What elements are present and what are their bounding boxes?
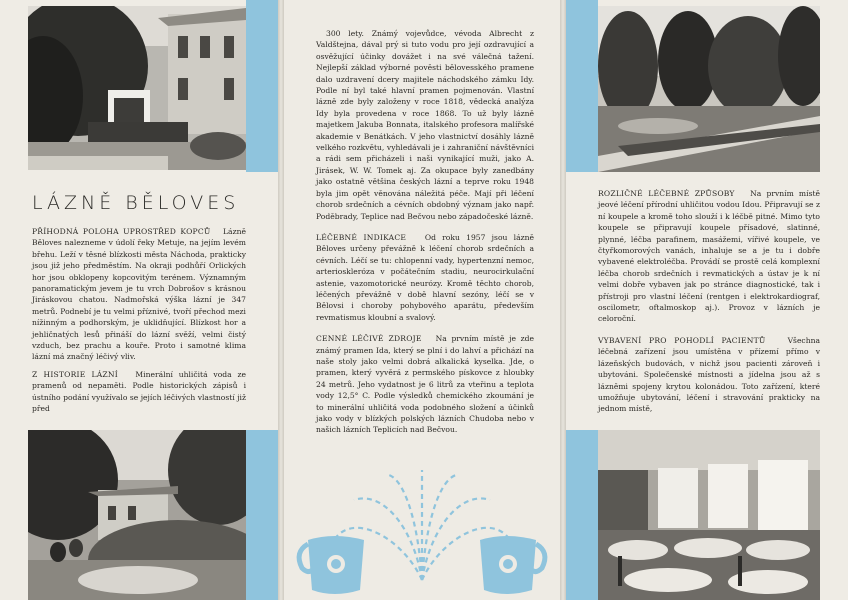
blue-band-bottom-right (566, 430, 598, 600)
section-body-history: Minerální uhličitá voda ze pramenů od nepaměti. Podle historických zápisů i ústního podání využívalo se jejích léčivých vlastností již před (32, 369, 246, 414)
brochure-title: LÁZNĚ BĚLOVES (32, 192, 240, 214)
spa-garden-illustration (598, 6, 820, 172)
section-heading-comfort: VYBAVENÍ PRO POHODLÍ PACIENTŮ (598, 335, 766, 345)
section-body-comfort: Všechna léčebná zařízení jsou umístěna v přízemí přímo v lázeňských budovách, v nichž jsou pacienti zároveň i ubytováni. Společenské místnosti a jídelna jsou až s lázněmi spojeny krytou kolonádou. Toto zařízení, které umožňuje ubytování, léčení i stravování prakticky na jednom místě, (598, 335, 820, 414)
section-heading-indications: LÉČEBNÉ INDIKACE (316, 232, 407, 242)
section-body-sources: Na prvním místě je zde známý pramen Ida, který se plní i do lahví a přichází na naše stoly jako velmi dobrá alkalická kyselka. Jde, o pramen, který vyvěrá z permského pískovce z hloubky 24 metrů. Jeho vydatnost je 6 litrů za vteřinu a teplota vody 12,5° C. Podle výsledků chemického zkoumání je to minerální uhličitá voda podobného složení a účinků jako vody v blízkých polských lázních Chudoba nebo v našich lázních Teplicích nad Bečvou. (316, 334, 534, 435)
spa-garden-photo (598, 6, 820, 172)
section-heading-methods: ROZLIČNÉ LÉČEBNÉ ZPŮSOBY (598, 189, 735, 198)
section-heading-location: PŘÍHODNÁ POLOHA UPROSTŘED KOPCŮ (32, 227, 211, 236)
section-body-methods: Na prvním místě jeové léčení přírodní uhličitou vodou Idou. Připravují se z ní koupele a kromě toho slouží i k léčbě pitné. Mimo tyto koupele se připravují koupele přísadové, slatinné, plynné, léčba parafinem, masážemi, vířivé koupele, ve čtyřkomorových vanách, inhaluje se a je tu i dobře vybavené elektroléčba. Provádí se prostě celá komplexní léčba chorob srdečních i revmatických a ústav je k ní velmi dobře vybaven jak po stránce diagnostické, tak i přístroji pro vlastní léčení (rentgen i elektrokardiograf, oscilometr, oftalmoskop aj.). Provoz v lázních je celoroční. (598, 189, 821, 324)
section-body-indications: Od roku 1957 jsou lázně Běloves určeny převážně k léčení chorob srdečních a cévních. Léčí se tu: chlopenní vady, hypertenzní nemoc, arterioskleróza v počátečním stadiu, neurocirkulační astenie, vazomotorické neurózy. Kromě těchto chorob, léčených převážně v době hlavní sezóny, léčí se v Bělovsi i choroby pohybového aparátu, především revmatismus kloubní a svalový. (316, 232, 534, 322)
spa-park-photo (28, 430, 246, 600)
fountain-illustration (294, 470, 550, 600)
section-heading-sources: CENNÉ LÉČIVÉ ZDROJE (316, 334, 422, 344)
section-heading-history: Z HISTORIE LÁZNÍ (32, 369, 118, 379)
col3-text (598, 188, 820, 421)
panel-middle (284, 0, 560, 600)
spa-building-illustration (28, 6, 246, 170)
section-body-history-cont: 300 lety. Známý vojevůdce, vévoda Albrecht z Valdštejna, dával prý si tuto vodu pro její ozdravující a osvěžující účinky dovážet i na své válečná tažení. Nejlepší základ výborné pověsti bělovesského pramene dalo uzdravení dcery majitele náchodského zámku Idy. Podle ní byl také hlavní pramen pojmenován. Vlastní lázně zde byly založeny v roce 1818, vědecká analýza Idy byla provedena v roce 1868. To už byly lázně majetkem Jakuba Bonnata, italského profesora malířské akademie v Benátkách. V jeho vlastnictví dosáhly lázně velkého rozkvětu, vyhledávali je i zahraniční návštěvníci a rádi sem přicházeli i naši vynikající muži, jako A. Jirásek, W. W. Tomek aj. Za okupace byly zanedbány jako ostatně většina českých lázní a teprve roku 1948 byla jim opět věnována náležitá péče. Mají při léčení chorob srdečních a cévních obdobný význam jako např. Poděbrady, Teplice nad Bečvou nebo západočeské lázně. (316, 29, 534, 221)
dining-room-illustration (598, 430, 820, 600)
panel-right (566, 0, 848, 600)
spa-park-illustration (28, 430, 246, 600)
spa-building-photo (28, 6, 246, 170)
section-body-location: Lázně Běloves nalezneme v údolí řeky Metuje, na jejím levém břehu. Leží v těsné blízkosti města Náchoda, prakticky jsou již jeho předměstím. Na okraji podhůří Orlických hor jsou obklopeny kopcovitým terénem. Významným panoramatickým jevem je tu vrch Dobrošov s krásnou Jiráskovou chatou. Nadmořská výška lázní je 347 metrů. Podnebí je tu velmi příznivé, tvoří přechod mezi nížinným a podhorským, je uklidňující. Blízkost hor a jehličnatých lesů přináší do lázní svěží, velmi čistý vzduch, bez prachu a kouře. Proto i samotné klima lázní má značný léčivý vliv. (32, 227, 246, 362)
col2-text (316, 28, 534, 442)
blue-band-bottom (246, 430, 278, 600)
dining-room-photo (598, 430, 820, 600)
blue-band-top-right (566, 0, 598, 172)
blue-band-top (246, 0, 278, 172)
col1-text (32, 226, 246, 421)
panel-left (0, 0, 278, 600)
